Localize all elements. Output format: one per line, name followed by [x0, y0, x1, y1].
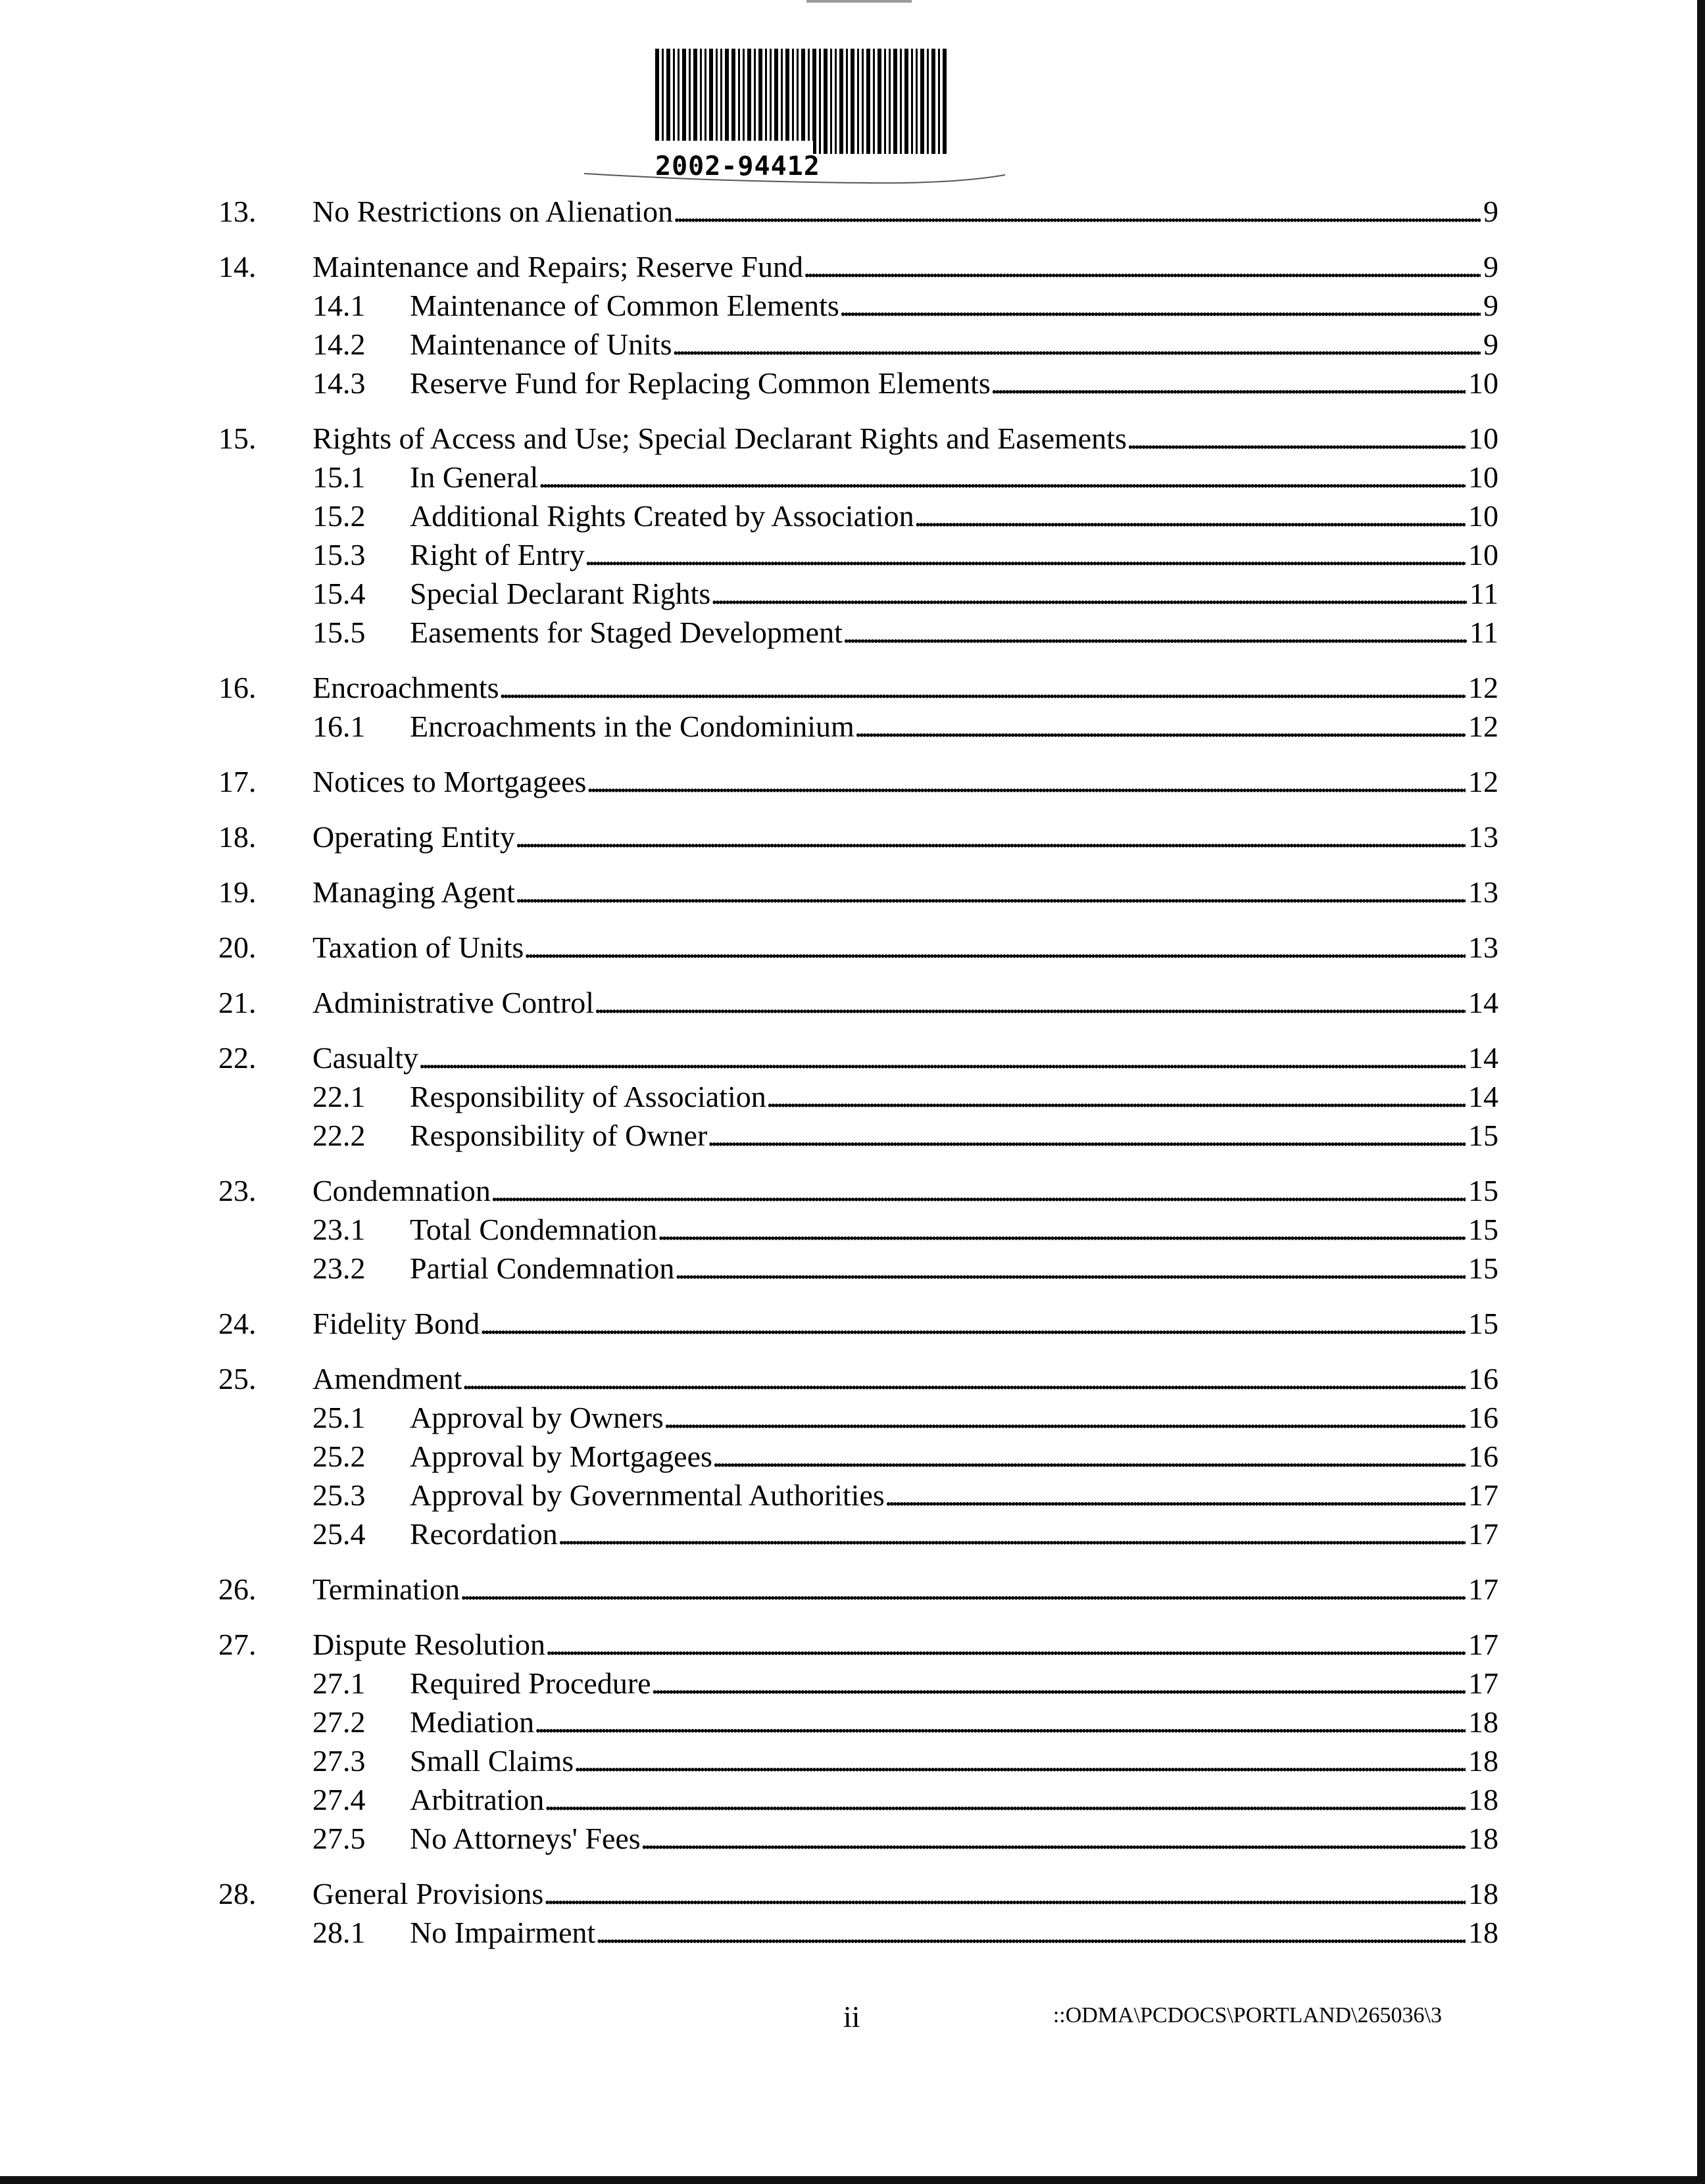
toc-entry-page: 9 — [1483, 328, 1498, 361]
toc-entry — [218, 1171, 1498, 1210]
toc-entry-number: 14.3 — [312, 366, 366, 400]
dot-leader — [586, 762, 1466, 801]
toc-subentry — [218, 1780, 1498, 1819]
toc-entry-page: 10 — [1468, 499, 1498, 533]
toc-entry-number: 28.1 — [312, 1916, 366, 1949]
dot-leader — [544, 1780, 1466, 1819]
toc-entry-number: 25. — [218, 1362, 257, 1395]
toc-entry-number: 14.2 — [312, 328, 366, 361]
toc-subentry — [218, 1398, 1498, 1437]
toc-entry-title: Administrative Control — [312, 986, 595, 1019]
dot-leader — [515, 873, 1466, 911]
toc-entry-number: 15.2 — [312, 499, 366, 533]
toc-entry-page: 11 — [1469, 577, 1498, 610]
dot-leader — [499, 668, 1466, 707]
toc-entry-title: General Provisions — [312, 1877, 544, 1910]
toc-entry-page: 12 — [1468, 710, 1498, 743]
toc-entry-title: No Attorneys' Fees — [410, 1822, 641, 1855]
toc-entry-title: Maintenance of Units — [410, 328, 672, 361]
toc-entry-title: Amendment — [312, 1362, 462, 1395]
toc-entry-page: 17 — [1468, 1572, 1498, 1606]
toc-entry — [218, 873, 1498, 911]
toc-subentry — [218, 1741, 1498, 1780]
dot-leader — [843, 613, 1467, 652]
toc-entry — [218, 983, 1498, 1022]
toc-entry-title: In General — [410, 460, 539, 494]
toc-entry-number: 18. — [218, 820, 257, 854]
toc-subentry — [218, 1913, 1498, 1952]
toc-entry-number: 26. — [218, 1572, 257, 1606]
toc-entry-page: 18 — [1468, 1783, 1498, 1816]
toc-entry-number: 23.2 — [312, 1251, 366, 1285]
dot-leader — [672, 325, 1481, 364]
toc-entry-title: Maintenance and Repairs; Reserve Fund — [312, 250, 803, 283]
toc-entry-number: 28. — [218, 1877, 257, 1910]
toc-entry-title: Fidelity Bond — [312, 1307, 480, 1340]
toc-entry-page: 10 — [1468, 422, 1498, 455]
barcode — [655, 49, 951, 182]
toc-entry-title: Taxation of Units — [312, 931, 524, 964]
toc-entry-number: 25.3 — [312, 1478, 366, 1512]
toc-entry-number: 23.1 — [312, 1213, 366, 1246]
toc-entry-page: 16 — [1468, 1401, 1498, 1434]
page-number: ii — [843, 2000, 860, 2033]
toc-entry-page: 12 — [1468, 671, 1498, 704]
toc-entry-title: Partial Condemnation — [410, 1251, 675, 1285]
toc-subentry — [218, 286, 1498, 325]
toc-entry-title: Managing Agent — [312, 875, 515, 909]
dot-leader — [515, 817, 1466, 856]
toc-entry — [218, 928, 1498, 967]
dot-leader — [418, 1038, 1466, 1077]
toc-entry-page: 9 — [1483, 289, 1498, 322]
dot-leader — [839, 286, 1481, 325]
toc-entry-title: Rights of Access and Use; Special Declarant Rights and Easements — [312, 422, 1127, 455]
toc-entry-page: 15 — [1468, 1251, 1498, 1285]
toc-entry-number: 15.5 — [312, 616, 366, 649]
toc-entry-title: Casualty — [312, 1041, 418, 1075]
toc-entry — [218, 1304, 1498, 1343]
toc-entry-page: 9 — [1483, 250, 1498, 283]
toc-entry-page: 10 — [1468, 366, 1498, 400]
toc-entry-number: 14.1 — [312, 289, 366, 322]
toc-entry-page: 17 — [1468, 1478, 1498, 1512]
toc-subentry — [218, 1116, 1498, 1155]
toc-entry-page: 14 — [1468, 1041, 1498, 1075]
toc-entry-title: Responsibility of Association — [410, 1080, 766, 1113]
barcode-icon — [655, 49, 951, 154]
toc-entry-title: Reserve Fund for Replacing Common Elements — [410, 366, 991, 400]
toc-entry-title: Maintenance of Common Elements — [410, 289, 839, 322]
toc-entry-page: 16 — [1468, 1440, 1498, 1473]
toc-entry-page: 18 — [1468, 1822, 1498, 1855]
toc-entry — [218, 1359, 1498, 1398]
document-path: ::ODMA\PCDOCS\PORTLAND\265036\3 — [1052, 2003, 1442, 2027]
toc-entry-page: 10 — [1468, 460, 1498, 494]
toc-subentry — [218, 1476, 1498, 1515]
toc-entry-page: 18 — [1468, 1705, 1498, 1739]
toc-entry-number: 16. — [218, 671, 257, 704]
dot-leader — [710, 574, 1466, 613]
toc-entry — [218, 1625, 1498, 1664]
table-of-contents — [218, 192, 1498, 1952]
toc-entry — [218, 817, 1498, 856]
dot-leader — [480, 1304, 1466, 1343]
toc-entry-title: Total Condemnation — [410, 1213, 658, 1246]
toc-entry-page: 18 — [1468, 1916, 1498, 1949]
toc-entry-number: 17. — [218, 765, 257, 798]
toc-entry-number: 21. — [218, 986, 257, 1019]
toc-entry-page: 9 — [1483, 195, 1498, 228]
toc-entry-page: 15 — [1468, 1174, 1498, 1207]
dot-leader — [558, 1515, 1466, 1553]
toc-entry-number: 25.2 — [312, 1440, 366, 1473]
dot-leader — [664, 1398, 1466, 1437]
dot-leader — [766, 1077, 1466, 1116]
toc-subentry — [218, 1437, 1498, 1476]
dot-leader — [991, 364, 1466, 402]
dot-leader — [460, 1570, 1466, 1609]
toc-entry-title: Right of Entry — [410, 538, 585, 571]
toc-entry-page: 17 — [1468, 1666, 1498, 1700]
toc-entry-page: 17 — [1468, 1517, 1498, 1551]
dot-leader — [1127, 419, 1466, 458]
dot-leader — [595, 1913, 1466, 1952]
toc-entry-number: 16.1 — [312, 710, 366, 743]
toc-subentry — [218, 535, 1498, 574]
toc-entry-title: Approval by Owners — [410, 1401, 664, 1434]
toc-entry-number: 19. — [218, 875, 257, 909]
toc-entry-title: Dispute Resolution — [312, 1628, 545, 1661]
dot-leader — [674, 1249, 1466, 1288]
toc-entry-page: 10 — [1468, 538, 1498, 571]
toc-entry-number: 27. — [218, 1628, 257, 1661]
toc-entry-number: 27.2 — [312, 1705, 366, 1739]
toc-entry-number: 22.1 — [312, 1080, 366, 1113]
dot-leader — [651, 1664, 1466, 1703]
toc-entry-number: 23. — [218, 1174, 257, 1207]
scan-mark — [806, 0, 912, 3]
toc-subentry — [218, 364, 1498, 402]
toc-entry-page: 13 — [1468, 820, 1498, 854]
dot-leader — [594, 983, 1466, 1022]
dot-leader — [657, 1210, 1466, 1249]
dot-leader — [524, 928, 1466, 967]
toc-subentry — [218, 1664, 1498, 1703]
toc-entry-page: 14 — [1468, 986, 1498, 1019]
toc-subentry — [218, 574, 1498, 613]
dot-leader — [543, 1874, 1466, 1913]
dot-leader — [491, 1171, 1466, 1210]
toc-subentry — [218, 1210, 1498, 1249]
toc-entry — [218, 419, 1498, 458]
toc-subentry — [218, 1515, 1498, 1553]
toc-entry-page: 13 — [1468, 875, 1498, 909]
toc-entry-title: Small Claims — [410, 1744, 574, 1778]
toc-entry-title: Easements for Staged Development — [410, 616, 843, 649]
toc-entry — [218, 192, 1498, 231]
toc-entry-page: 11 — [1469, 616, 1498, 649]
toc-entry-title: Mediation — [410, 1705, 535, 1739]
toc-entry-number: 27.1 — [312, 1666, 366, 1700]
toc-entry-title: Condemnation — [312, 1174, 491, 1207]
toc-entry-number: 27.5 — [312, 1822, 366, 1855]
toc-entry-title: Approval by Governmental Authorities — [410, 1478, 885, 1512]
toc-entry-page: 15 — [1468, 1213, 1498, 1246]
toc-entry-page: 17 — [1468, 1628, 1498, 1661]
toc-subentry — [218, 1819, 1498, 1858]
toc-entry-title: Notices to Mortgagees — [312, 765, 587, 798]
toc-subentry — [218, 707, 1498, 746]
toc-subentry — [218, 613, 1498, 652]
dot-leader — [641, 1819, 1466, 1858]
dot-leader — [574, 1741, 1466, 1780]
dot-leader — [712, 1437, 1466, 1476]
barcode-number: 2002-94412 — [655, 151, 820, 182]
toc-subentry — [218, 1249, 1498, 1288]
toc-entry-number: 14. — [218, 250, 257, 283]
toc-subentry — [218, 497, 1498, 535]
dot-leader — [673, 192, 1481, 231]
toc-entry-number: 20. — [218, 931, 257, 964]
toc-subentry — [218, 325, 1498, 364]
toc-entry-title: Recordation — [410, 1517, 558, 1551]
toc-entry-title: Arbitration — [410, 1783, 545, 1816]
scan-underline — [584, 168, 1005, 195]
toc-subentry — [218, 1077, 1498, 1116]
toc-entry-number: 27.4 — [312, 1783, 366, 1816]
toc-entry — [218, 1038, 1498, 1077]
dot-leader — [885, 1476, 1466, 1515]
dot-leader — [462, 1359, 1466, 1398]
toc-entry-page: 15 — [1468, 1307, 1498, 1340]
dot-leader — [538, 458, 1466, 497]
dot-leader — [854, 707, 1466, 746]
toc-entry-page: 14 — [1468, 1080, 1498, 1113]
toc-entry-title: Special Declarant Rights — [410, 577, 711, 610]
toc-entry-title: Responsibility of Owner — [410, 1119, 708, 1152]
toc-entry-number: 24. — [218, 1307, 257, 1340]
toc-entry — [218, 668, 1498, 707]
toc-entry-title: No Restrictions on Alienation — [312, 195, 674, 228]
toc-entry-number: 27.3 — [312, 1744, 366, 1778]
toc-entry-title: Termination — [312, 1572, 460, 1606]
toc-entry-title: Encroachments in the Condominium — [410, 710, 854, 743]
toc-entry-number: 15.3 — [312, 538, 366, 571]
toc-entry-number: 13. — [218, 195, 257, 228]
dot-leader — [534, 1703, 1466, 1741]
toc-subentry — [218, 458, 1498, 497]
toc-entry-page: 18 — [1468, 1877, 1498, 1910]
toc-entry — [218, 1874, 1498, 1913]
toc-entry-number: 22.2 — [312, 1119, 366, 1152]
toc-entry — [218, 247, 1498, 286]
toc-subentry — [218, 1703, 1498, 1741]
toc-entry-title: Additional Rights Created by Association — [410, 499, 914, 533]
toc-entry-number: 25.1 — [312, 1401, 366, 1434]
dot-leader — [545, 1625, 1466, 1664]
toc-entry-number: 15.4 — [312, 577, 366, 610]
toc-entry-page: 15 — [1468, 1119, 1498, 1152]
toc-entry-title: Operating Entity — [312, 820, 515, 854]
toc-entry — [218, 762, 1498, 801]
dot-leader — [585, 535, 1466, 574]
dot-leader — [803, 247, 1481, 286]
toc-entry-page: 13 — [1468, 931, 1498, 964]
toc-entry-number: 15.1 — [312, 460, 366, 494]
toc-entry-page: 18 — [1468, 1744, 1498, 1778]
toc-entry-title: Required Procedure — [410, 1666, 651, 1700]
dot-leader — [707, 1116, 1466, 1155]
toc-entry-number: 15. — [218, 422, 257, 455]
toc-entry-title: No Impairment — [410, 1916, 596, 1949]
toc-entry-number: 25.4 — [312, 1517, 366, 1551]
toc-entry-page: 12 — [1468, 765, 1498, 798]
toc-entry-page: 16 — [1468, 1362, 1498, 1395]
toc-entry-title: Encroachments — [312, 671, 499, 704]
toc-entry-title: Approval by Mortgagees — [410, 1440, 712, 1473]
toc-entry-number: 22. — [218, 1041, 257, 1075]
toc-entry — [218, 1570, 1498, 1609]
dot-leader — [914, 497, 1466, 535]
